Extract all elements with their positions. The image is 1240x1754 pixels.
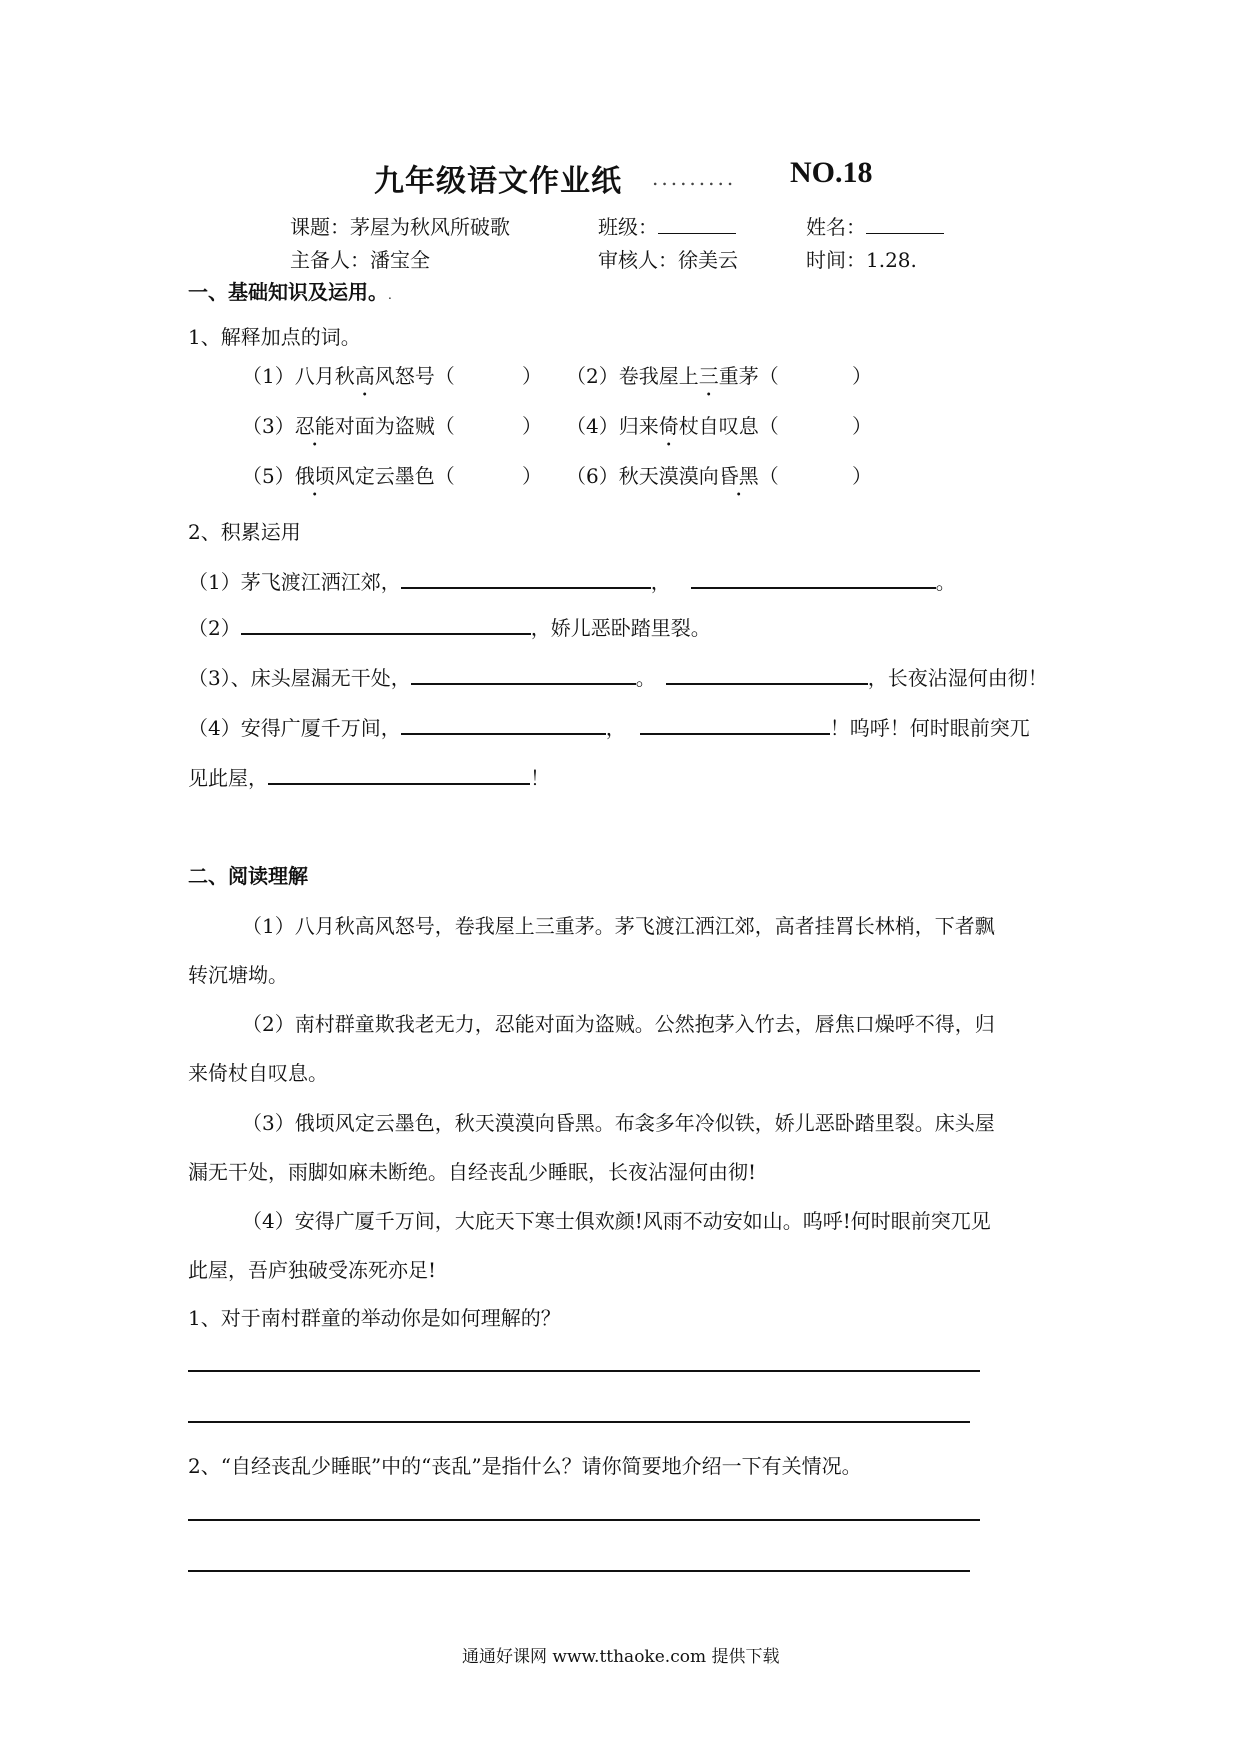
topic-label: 课题： xyxy=(290,215,350,239)
fill-blank[interactable] xyxy=(691,565,936,589)
name-blank[interactable] xyxy=(866,213,944,234)
title-dots: ......... xyxy=(652,166,737,190)
vocab-close-4: ） xyxy=(852,414,872,438)
reviewer-line xyxy=(598,244,738,273)
class-blank[interactable] xyxy=(658,213,736,234)
answer-line[interactable] xyxy=(188,1370,980,1372)
poem-para-4b: 此屋，吾庐独破受冻死亦足! xyxy=(188,1258,437,1282)
page-title: 九年级语文作业纸 xyxy=(374,164,622,199)
fill-blank[interactable] xyxy=(411,661,636,685)
poem-para-3a: （3）俄顷风定云墨色，秋天漠漠向昏黑。布衾多年冷似铁，娇儿恶卧踏里裂。床头屋 xyxy=(242,1111,995,1135)
fill-blank[interactable] xyxy=(401,565,651,589)
dotted-char: 忍能 xyxy=(294,414,335,438)
answer-line[interactable] xyxy=(188,1519,980,1521)
q2-label: 2、积累运用 xyxy=(188,520,301,544)
vocab-close-3: ） xyxy=(522,414,542,438)
poem-para-4a: （4）安得广厦千万间，大庇天下寒士俱欢颜!风雨不动安如山。呜呼!何时眼前突兀见 xyxy=(242,1209,991,1233)
poem-para-1a: （1）八月秋高风怒号，卷我屋上三重茅。茅飞渡江洒江郊，高者挂罥长林梢，下者飘 xyxy=(242,914,995,938)
fill-blank[interactable] xyxy=(268,761,530,785)
fill-line-3: （3）、床头屋漏无干处， 。 ，长夜沾湿何由彻！ xyxy=(188,661,1048,691)
poem-para-1b: 转沉塘坳。 xyxy=(188,963,288,987)
preparer-value: 潘宝全 xyxy=(370,248,430,272)
topic-line xyxy=(290,211,510,240)
fill-line-5: 见此屋， ！ xyxy=(188,761,550,791)
class-field[interactable] xyxy=(598,211,736,240)
vocab-close-2: ） xyxy=(852,364,872,388)
name-label: 姓名： xyxy=(806,215,866,239)
fill-line-2: （2） ，娇儿恶卧踏里裂。 xyxy=(188,611,711,641)
dotted-char: 三 xyxy=(698,364,719,388)
vocab-close-1: ） xyxy=(522,364,542,388)
fill-blank[interactable] xyxy=(241,611,531,635)
section2-heading: 二、阅读理解 xyxy=(188,864,308,888)
name-field[interactable] xyxy=(806,211,944,240)
sheet-number: NO.18 xyxy=(790,156,873,189)
dotted-char: 倚 xyxy=(658,414,679,438)
poem-para-2a: （2）南村群童欺我老无力，忍能对面为盗贼。公然抱茅入竹去，唇焦口燥呼不得，归 xyxy=(242,1012,995,1036)
dotted-char: 昏黑 xyxy=(718,464,759,488)
topic-value: 茅屋为秋风所破歌 xyxy=(350,215,510,239)
poem-para-2b: 来倚杖自叹息。 xyxy=(188,1061,328,1085)
preparer-label: 主备人： xyxy=(290,248,370,272)
vocab-item-4: （4）归来倚杖自叹息（ xyxy=(566,414,779,438)
fill-blank[interactable] xyxy=(640,711,830,735)
answer-line[interactable] xyxy=(188,1421,970,1423)
reading-q2: 2、“自经丧乱少睡眠”中的“丧乱”是指什么？请你简要地介绍一下有关情况。 xyxy=(188,1454,862,1478)
time-value: 1.28. xyxy=(866,248,917,272)
answer-line[interactable] xyxy=(188,1570,970,1572)
fill-blank[interactable] xyxy=(666,661,868,685)
vocab-item-5: （5）俄顷风定云墨色（ xyxy=(242,464,455,488)
vocab-item-6: （6）秋天漠漠向昏黑（ xyxy=(566,464,779,488)
poem-para-3b: 漏无干处，雨脚如麻未断绝。自经丧乱少睡眠，长夜沾湿何由彻! xyxy=(188,1160,757,1184)
dotted-char: 高 xyxy=(354,364,375,388)
time-label: 时间： xyxy=(806,248,866,272)
vocab-close-5: ） xyxy=(522,464,542,488)
vocab-item-1: （1）八月秋高风怒号（ xyxy=(242,364,455,388)
q1-label: 1、解释加点的词。 xyxy=(188,325,361,349)
dotted-char: 俄顷 xyxy=(294,464,335,488)
reviewer-label: 审核人： xyxy=(598,248,678,272)
vocab-close-6: ） xyxy=(852,464,872,488)
footer-credit: 通通好课网 www.tthaoke.com 提供下载 xyxy=(462,1647,780,1667)
fill-line-1: （1）茅飞渡江洒江郊， ， 。 xyxy=(188,565,956,595)
reading-q1: 1、对于南村群童的举动你是如何理解的？ xyxy=(188,1306,561,1330)
section1-heading: 一、基础知识及运用。. xyxy=(188,280,392,304)
fill-line-4: （4）安得广厦千万间， ， ！呜呼！何时眼前突兀 xyxy=(188,711,1030,741)
time-line xyxy=(806,244,917,273)
class-label: 班级： xyxy=(598,215,658,239)
preparer-line xyxy=(290,244,430,273)
fill-blank[interactable] xyxy=(401,711,606,735)
vocab-item-3: （3）忍能对面为盗贼（ xyxy=(242,414,455,438)
vocab-item-2: （2）卷我屋上三重茅（ xyxy=(566,364,779,388)
reviewer-value: 徐美云 xyxy=(678,248,738,272)
